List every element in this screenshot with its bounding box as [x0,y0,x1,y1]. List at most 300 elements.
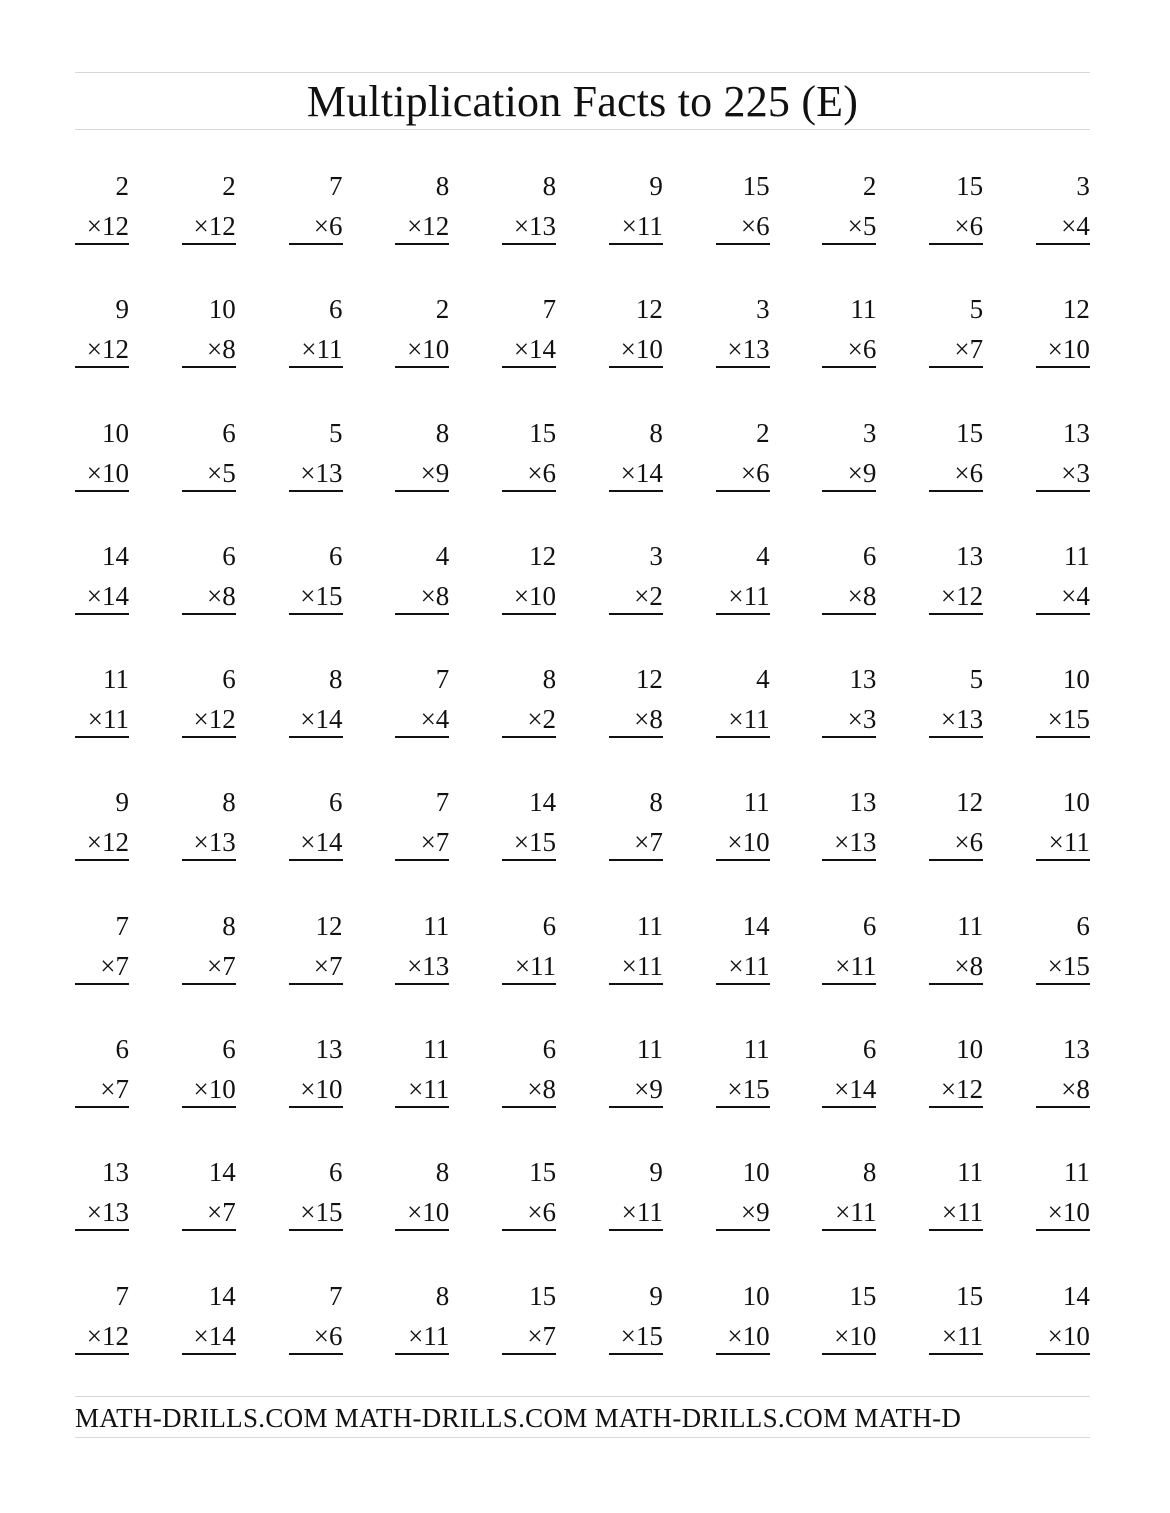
problem [1036,288,1090,368]
multiplicand: 3 [1076,171,1090,201]
multiplier: ×9 [847,457,877,488]
multiplier: ×6 [740,457,770,488]
multiplicand: 2 [115,171,129,201]
answer-line [75,1229,129,1231]
problem [822,535,876,615]
problem-grid [75,165,1090,1398]
answer-line [182,490,236,492]
multiplicand: 11 [957,1157,984,1188]
answer-line [609,983,663,985]
answer-line [502,1229,556,1231]
problem-row [75,905,1090,1028]
multiplicand: 9 [649,1157,663,1188]
multiplicand: 6 [329,294,343,325]
problem [609,288,663,368]
problem-row [75,412,1090,535]
problem [609,1151,663,1231]
multiplicand: 7 [435,787,450,818]
multiplicand: 10 [742,1157,770,1188]
problem [1036,1028,1090,1108]
problem [716,412,770,492]
problem [716,1028,770,1108]
multiplicand: 13 [849,664,877,695]
answer-line [822,490,876,492]
multiplicand: 14 [208,1157,236,1188]
answer-line [395,613,449,615]
multiplicand: 5 [329,417,343,448]
answer-line [609,613,663,615]
title-underline-rule [75,129,1090,130]
answer-line [716,983,770,985]
problem [182,658,236,738]
multiplicand: 14 [529,787,557,818]
multiplicand: 4 [756,540,770,571]
multiplier: ×12 [940,1074,984,1105]
problem [182,535,236,615]
problem-row [75,1275,1090,1398]
problem [75,288,129,368]
problem [182,1028,236,1108]
problem [289,1028,343,1108]
multiplier: ×13 [834,827,877,858]
problem [1036,781,1090,861]
multiplicand: 8 [435,1280,450,1311]
answer-line [502,366,556,368]
problem [929,412,983,492]
answer-line [289,1106,343,1108]
multiplicand: 5 [969,664,984,695]
multiplicand: 11 [636,1034,663,1065]
multiplicand: 6 [542,1034,557,1065]
multiplicand: 7 [115,910,129,941]
multiplier: ×11 [1048,827,1090,858]
answer-line [182,1106,236,1108]
multiplicand: 6 [329,787,343,818]
answer-line [502,1353,556,1355]
problem [822,658,876,738]
answer-line [609,736,663,738]
problem [716,288,770,368]
problem [75,905,129,985]
multiplicand: 6 [222,417,236,448]
problem [395,288,449,368]
multiplicand: 3 [649,540,663,571]
multiplier: ×14 [620,457,663,488]
answer-line [289,243,343,245]
multiplicand: 6 [862,910,877,941]
multiplicand: 9 [649,171,663,201]
multiplicand: 4 [435,540,450,571]
multiplier: ×2 [527,704,557,735]
multiplicand: 6 [222,540,236,571]
problem [182,1275,236,1355]
multiplier: ×11 [835,1197,877,1228]
problem [609,535,663,615]
multiplicand: 6 [862,1034,877,1065]
multiplier: ×7 [954,334,984,365]
answer-line [609,366,663,368]
answer-line [75,1353,129,1355]
multiplicand: 7 [115,1280,129,1311]
problem [929,658,983,738]
answer-line [289,736,343,738]
multiplier: ×15 [1047,950,1090,981]
answer-line [716,1106,770,1108]
multiplier: ×13 [407,950,450,981]
multiplicand: 8 [542,664,557,695]
multiplicand: 8 [435,1157,450,1188]
answer-line [289,366,343,368]
answer-line [182,366,236,368]
problem [822,1151,876,1231]
answer-line [929,859,983,861]
problem [75,1275,129,1355]
multiplier: ×10 [620,334,663,365]
answer-line [395,243,449,245]
problem [502,1151,556,1231]
answer-line [1036,859,1090,861]
multiplier: ×13 [513,211,557,241]
multiplicand: 6 [222,1034,236,1065]
multiplier: ×5 [207,457,236,488]
problem [289,781,343,861]
problem-row [75,288,1090,411]
multiplicand: 2 [222,171,236,201]
multiplicand: 13 [1062,1034,1090,1065]
problem [502,288,556,368]
problem [395,165,449,245]
problem [929,165,983,245]
answer-line [502,243,556,245]
multiplier: ×11 [87,704,129,735]
answer-line [716,859,770,861]
problem [502,412,556,492]
problem [609,165,663,245]
problem [395,781,449,861]
answer-line [1036,613,1090,615]
multiplier: ×8 [847,580,877,611]
multiplier: ×10 [1047,1197,1090,1228]
multiplier: ×8 [954,950,984,981]
multiplier: ×7 [207,1197,236,1228]
problem [822,781,876,861]
multiplier: ×12 [193,211,236,241]
answer-line [716,1353,770,1355]
problem [1036,1275,1090,1355]
multiplicand: 3 [756,294,770,325]
problem [1036,165,1090,245]
problem [182,165,236,245]
answer-line [822,366,876,368]
multiplier: ×10 [834,1320,877,1351]
problem [75,781,129,861]
problem [929,1151,983,1231]
problem [929,905,983,985]
problem [609,781,663,861]
multiplier: ×14 [86,580,129,611]
answer-line [502,983,556,985]
answer-line [502,736,556,738]
answer-line [822,983,876,985]
multiplicand: 6 [115,1034,129,1065]
multiplicand: 15 [529,417,557,448]
answer-line [75,1106,129,1108]
answer-line [289,859,343,861]
answer-line [182,1353,236,1355]
multiplier: ×10 [193,1074,236,1105]
multiplier: ×10 [727,827,770,858]
multiplier: ×11 [941,1320,984,1351]
answer-line [822,613,876,615]
multiplier: ×15 [727,1074,770,1105]
problem [75,1028,129,1108]
multiplier: ×15 [300,580,343,611]
answer-line [822,243,876,245]
problem [182,1151,236,1231]
multiplicand: 15 [956,171,984,201]
answer-line [716,736,770,738]
multiplicand: 8 [222,910,236,941]
problem [1036,412,1090,492]
multiplicand: 8 [649,417,663,448]
multiplier: ×4 [1061,580,1090,611]
multiplicand: 12 [315,910,343,941]
multiplicand: 13 [849,787,877,818]
multiplier: ×11 [728,950,770,981]
problem [289,1151,343,1231]
answer-line [822,1229,876,1231]
multiplier: ×2 [634,580,663,611]
multiplicand: 12 [529,540,557,571]
multiplier: ×7 [100,1074,129,1105]
problem [395,535,449,615]
multiplicand: 2 [435,294,450,325]
multiplicand: 7 [435,664,450,695]
multiplier: ×6 [313,1320,343,1351]
multiplicand: 3 [862,417,877,448]
problem [502,781,556,861]
multiplier: ×7 [207,950,236,981]
multiplier: ×14 [834,1074,877,1105]
multiplier: ×6 [527,1197,557,1228]
problem [182,905,236,985]
problem [289,535,343,615]
multiplier: ×14 [513,334,557,365]
problem [822,905,876,985]
problem [822,1028,876,1108]
multiplier: ×13 [86,1197,129,1228]
answer-line [395,983,449,985]
problem [395,1028,449,1108]
multiplier: ×8 [634,704,663,735]
problem [716,535,770,615]
problem [1036,658,1090,738]
answer-line [289,983,343,985]
multiplicand: 12 [1062,294,1090,325]
multiplicand: 15 [956,417,984,448]
multiplicand: 10 [742,1280,770,1311]
multiplicand: 8 [649,787,663,818]
multiplier: ×12 [86,1320,129,1351]
multiplicand: 13 [956,540,984,571]
multiplier: ×10 [1047,1320,1090,1351]
answer-line [502,859,556,861]
problem [395,1151,449,1231]
multiplicand: 6 [862,540,877,571]
answer-line [502,613,556,615]
problem-row [75,165,1090,288]
multiplier: ×8 [1061,1074,1090,1105]
answer-line [1036,736,1090,738]
multiplicand: 15 [849,1280,877,1311]
answer-line [609,1106,663,1108]
multiplier: ×8 [527,1074,557,1105]
answer-line [716,490,770,492]
multiplicand: 10 [956,1034,984,1065]
problem [822,288,876,368]
multiplicand: 9 [115,294,129,325]
problem [75,165,129,245]
multiplicand: 13 [102,1157,129,1188]
answer-line [929,243,983,245]
multiplicand: 10 [208,294,236,325]
multiplier: ×10 [727,1320,770,1351]
answer-line [716,613,770,615]
problem [395,658,449,738]
answer-line [75,613,129,615]
multiplier: ×6 [313,211,343,241]
answer-line [1036,983,1090,985]
answer-line [289,613,343,615]
answer-line [929,1106,983,1108]
problem [502,535,556,615]
problem [716,165,770,245]
multiplicand: 8 [222,787,236,818]
multiplier: ×11 [408,1320,450,1351]
problem [1036,1151,1090,1231]
multiplier: ×3 [1061,457,1090,488]
multiplicand: 5 [969,294,984,325]
problem-row [75,535,1090,658]
problem [182,781,236,861]
problem [502,658,556,738]
multiplier: ×8 [207,580,236,611]
answer-line [1036,1229,1090,1231]
answer-line [716,1229,770,1231]
problem [929,1028,983,1108]
multiplier: ×11 [835,950,877,981]
multiplier: ×3 [847,704,877,735]
problem [182,412,236,492]
multiplicand: 8 [862,1157,877,1188]
multiplicand: 6 [222,664,236,695]
multiplier: ×11 [621,950,663,981]
multiplicand: 6 [1076,910,1090,941]
problem [822,165,876,245]
multiplier: ×7 [420,827,450,858]
problem [716,905,770,985]
answer-line [929,366,983,368]
answer-line [289,1229,343,1231]
problem [716,1275,770,1355]
multiplicand: 14 [102,540,129,571]
multiplier: ×7 [100,950,129,981]
multiplicand: 15 [529,1157,557,1188]
answer-line [609,490,663,492]
answer-line [609,243,663,245]
problem [75,658,129,738]
multiplicand: 8 [435,417,450,448]
answer-line [289,490,343,492]
answer-line [182,243,236,245]
multiplicand: 15 [529,1280,557,1311]
multiplier: ×8 [207,334,236,365]
problem [182,288,236,368]
problem [289,1275,343,1355]
answer-line [289,1353,343,1355]
multiplier: ×5 [847,211,877,241]
problem [609,1275,663,1355]
multiplicand: 8 [435,171,450,201]
multiplier: ×14 [300,704,343,735]
multiplicand: 12 [635,294,663,325]
multiplier: ×13 [727,334,770,365]
answer-line [75,366,129,368]
answer-line [929,613,983,615]
multiplier: ×7 [313,950,343,981]
multiplicand: 15 [742,171,770,201]
multiplier: ×6 [740,211,770,241]
answer-line [395,859,449,861]
multiplicand: 7 [329,1280,343,1311]
multiplicand: 6 [329,1157,343,1188]
problem [289,658,343,738]
multiplicand: 14 [208,1280,236,1311]
multiplier: ×12 [86,827,129,858]
answer-line [395,490,449,492]
multiplicand: 11 [1063,540,1090,571]
footer-top-rule [75,1396,1090,1397]
multiplier: ×11 [621,1197,663,1228]
multiplier: ×6 [847,334,877,365]
multiplier: ×10 [407,1197,450,1228]
answer-line [929,736,983,738]
multiplier: ×13 [193,827,236,858]
problem [609,412,663,492]
problem [502,165,556,245]
problem [75,535,129,615]
multiplier: ×7 [527,1320,557,1351]
multiplier: ×9 [634,1074,663,1105]
answer-line [502,490,556,492]
problem [716,1151,770,1231]
multiplier: ×12 [193,704,236,735]
multiplicand: 11 [636,910,663,941]
multiplier: ×12 [940,580,984,611]
multiplier: ×11 [728,580,770,611]
answer-line [395,366,449,368]
answer-line [1036,490,1090,492]
answer-line [1036,366,1090,368]
multiplier: ×9 [740,1197,770,1228]
answer-line [929,1353,983,1355]
answer-line [822,736,876,738]
multiplier: ×10 [513,580,557,611]
multiplicand: 7 [542,294,557,325]
multiplicand: 15 [956,1280,984,1311]
answer-line [822,859,876,861]
multiplier: ×10 [86,457,129,488]
